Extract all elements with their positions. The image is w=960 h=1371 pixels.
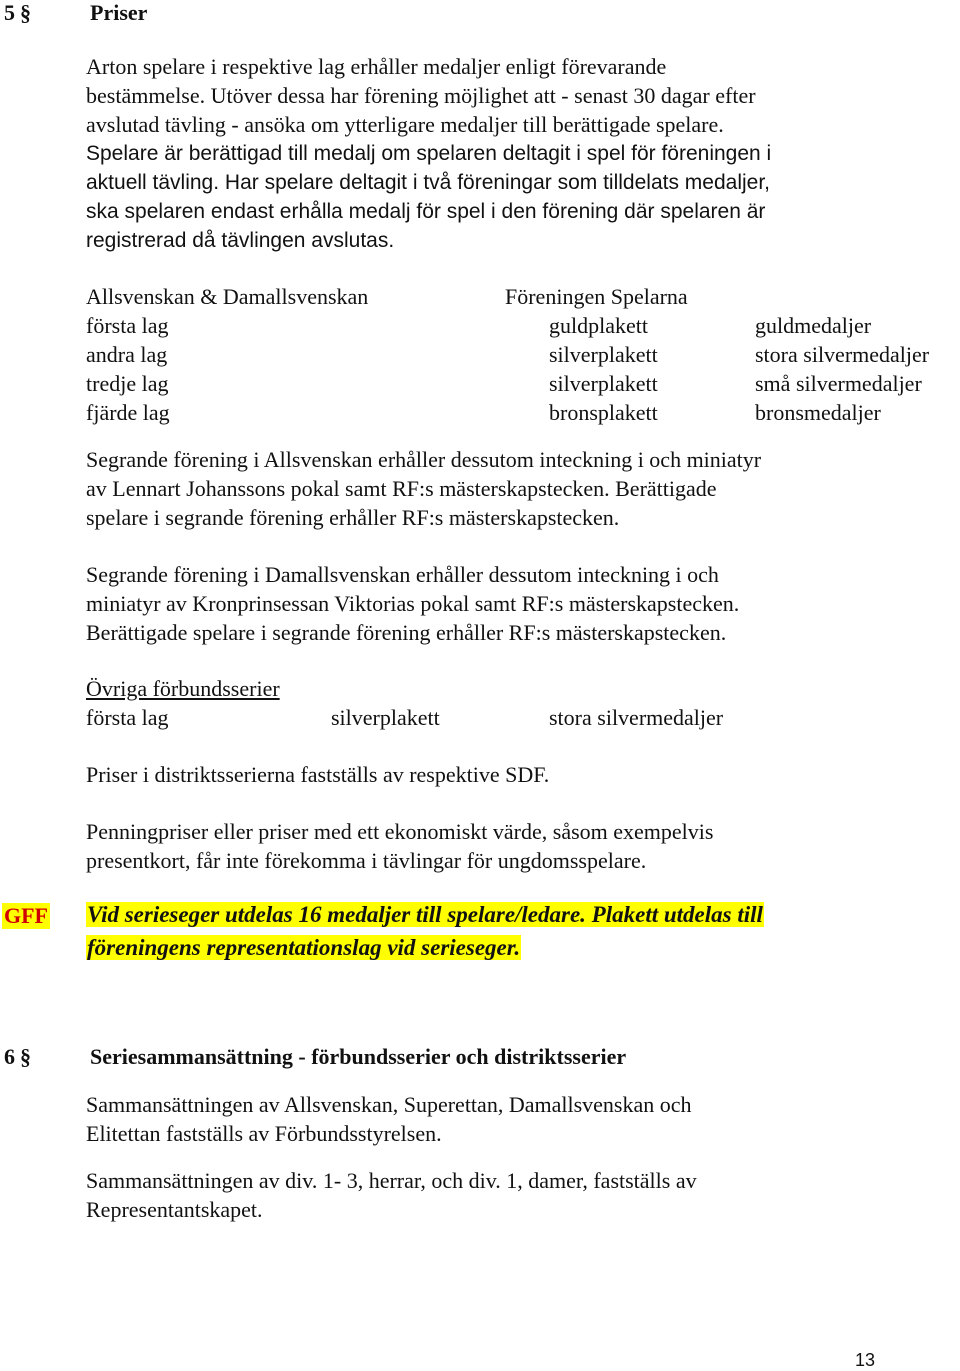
row-player-prize: bronsmedaljer bbox=[755, 400, 881, 425]
damallsvenskan-line: Berättigade spelare i segrande förening erhåller RF:s mästerskapstecken. bbox=[86, 620, 727, 645]
intro-line: avslutad tävling - ansöka om ytterligare medaljer till berättigade spelare. bbox=[86, 112, 724, 137]
table-header-prizes: Föreningen Spelarna bbox=[505, 284, 688, 309]
allsvenskan-line: Segrande förening i Allsvenskan erhåller dessutom inteckning i och miniatyr bbox=[86, 447, 762, 472]
other-series-heading: Övriga förbundsserier bbox=[86, 676, 280, 701]
intro-line: ska spelaren endast erhålla medalj för spel i den förening där spelaren är bbox=[86, 200, 766, 223]
gff-note-line bbox=[86, 935, 521, 961]
money-prize-line: presentkort, får inte förekomma i tävlingar för ungdomsspelare. bbox=[86, 848, 647, 873]
section-6-number: 6 bbox=[4, 1044, 15, 1069]
table-header-series: Allsvenskan & Damallsvenskan bbox=[86, 284, 369, 309]
intro-line: aktuell tävling. Har spelare deltagit i två föreningar som tilldelats medaljer, bbox=[86, 171, 771, 194]
section-6-para-line: Sammansättningen av div. 1- 3, herrar, och div. 1, damer, fastställs av bbox=[86, 1168, 697, 1193]
row-club-prize: bronsplakett bbox=[549, 400, 658, 425]
row-place: fjärde lag bbox=[86, 400, 170, 425]
gff-label: GFF bbox=[4, 903, 48, 928]
row-place: första lag bbox=[86, 313, 169, 338]
damallsvenskan-line: miniatyr av Kronprinsessan Viktorias pokal samt RF:s mästerskapstecken. bbox=[86, 591, 740, 616]
row-place: andra lag bbox=[86, 342, 168, 367]
intro-line: registrerad då tävlingen avslutas. bbox=[86, 229, 395, 252]
gff-note-text: Vid serieseger utdelas 16 medaljer till spelare/ledare. Plakett utdelas till bbox=[87, 902, 763, 927]
damallsvenskan-line: Segrande förening i Damallsvenskan erhåller dessutom inteckning i och bbox=[86, 562, 719, 587]
district-paragraph: Priser i distriktsserierna fastställs av respektive SDF. bbox=[86, 762, 550, 787]
section-6-title: Seriesammansättning - förbundsserier och distriktsserier bbox=[90, 1044, 627, 1069]
money-prize-line: Penningpriser eller priser med ett ekonomiskt värde, såsom exempelvis bbox=[86, 819, 714, 844]
intro-line: Arton spelare i respektive lag erhåller medaljer enligt förevarande bbox=[86, 54, 667, 79]
row-club-prize: silverplakett bbox=[549, 371, 658, 396]
allsvenskan-line: av Lennart Johanssons pokal samt RF:s mästerskapstecken. Berättigade bbox=[86, 476, 717, 501]
section-symbol: § bbox=[20, 0, 31, 25]
row-club-prize: silverplakett bbox=[549, 342, 658, 367]
row-player-prize: stora silvermedaljer bbox=[755, 342, 930, 367]
section-5-number: 5 bbox=[4, 0, 15, 25]
row-place: tredje lag bbox=[86, 371, 169, 396]
section-6-para-line: Elitettan fastställs av Förbundsstyrelsen. bbox=[86, 1121, 442, 1146]
section-symbol: § bbox=[20, 1044, 31, 1069]
row-player-prize: små silvermedaljer bbox=[755, 371, 922, 396]
allsvenskan-line: spelare i segrande förening erhåller RF:s mästerskapstecken. bbox=[86, 505, 620, 530]
intro-line: Spelare är berättigad till medalj om spelaren deltagit i spel för föreningen i bbox=[86, 142, 772, 165]
section-6-para-line: Sammansättningen av Allsvenskan, Superettan, Damallsvenskan och bbox=[86, 1092, 692, 1117]
other-series-player-prize: stora silvermedaljer bbox=[549, 705, 724, 730]
row-club-prize: guldplakett bbox=[549, 313, 648, 338]
section-6-para-line: Representantskapet. bbox=[86, 1197, 263, 1222]
other-series-club-prize: silverplakett bbox=[331, 705, 440, 730]
other-series-place: första lag bbox=[86, 705, 169, 730]
intro-line: bestämmelse. Utöver dessa har förening möjlighet att - senast 30 dagar efter bbox=[86, 83, 756, 108]
gff-note-line bbox=[86, 902, 764, 928]
row-player-prize: guldmedaljer bbox=[755, 313, 872, 338]
gff-note-text: föreningens representationslag vid serieseger. bbox=[87, 935, 521, 960]
section-5-title: Priser bbox=[90, 0, 148, 25]
page-number: 13 bbox=[855, 1350, 876, 1370]
